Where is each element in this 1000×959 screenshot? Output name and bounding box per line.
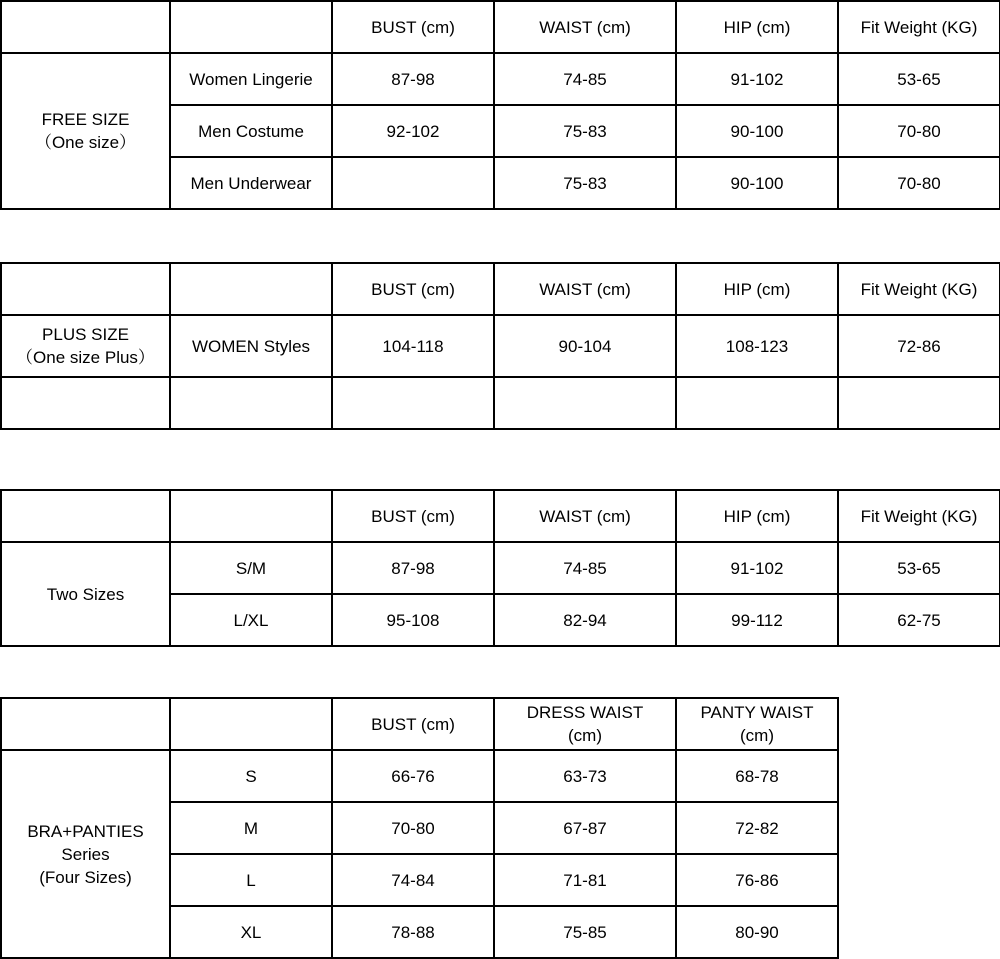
bust-value: 104-118	[332, 315, 494, 377]
header-line: (cm)	[568, 726, 602, 745]
group-label-line: （One size Plus）	[16, 348, 155, 367]
empty-cell	[494, 377, 676, 429]
empty-cell	[170, 698, 332, 750]
bust-value: 66-76	[332, 750, 494, 802]
row-label: XL	[170, 906, 332, 958]
plus-size-table	[0, 262, 1000, 430]
bust-header: BUST (cm)	[332, 698, 494, 750]
hip-value: 91-102	[676, 542, 838, 594]
group-label	[1, 315, 170, 377]
group-label-line: BRA+PANTIES	[27, 821, 144, 841]
empty-cell	[170, 263, 332, 315]
bust-header: BUST (cm)	[332, 263, 494, 315]
row-label: S/M	[170, 542, 332, 594]
empty-cell	[170, 377, 332, 429]
row-label: Women Lingerie	[170, 53, 332, 105]
hip-value: 91-102	[676, 53, 838, 105]
hip-value: 108-123	[676, 315, 838, 377]
two-sizes-table	[0, 489, 1000, 647]
weight-header: Fit Weight (KG)	[838, 263, 1000, 315]
bust-value: 70-80	[332, 802, 494, 854]
weight-header: Fit Weight (KG)	[838, 490, 1000, 542]
bust-header: BUST (cm)	[332, 490, 494, 542]
waist-value: 75-83	[494, 157, 676, 209]
group-label-line: （One size）	[34, 133, 137, 152]
dress-waist-value: 67-87	[494, 802, 676, 854]
dress-waist-header	[494, 698, 676, 750]
hip-value: 90-100	[676, 105, 838, 157]
table-row	[1, 750, 838, 802]
hip-header: HIP (cm)	[676, 490, 838, 542]
hip-header: HIP (cm)	[676, 1, 838, 53]
header-row	[1, 490, 1000, 542]
table-row	[1, 53, 1000, 105]
row-label: M	[170, 802, 332, 854]
empty-cell	[170, 490, 332, 542]
waist-header: WAIST (cm)	[494, 263, 676, 315]
group-label	[1, 750, 170, 958]
dress-waist-value: 75-85	[494, 906, 676, 958]
empty-cell	[1, 377, 170, 429]
waist-value: 82-94	[494, 594, 676, 646]
panty-waist-value: 72-82	[676, 802, 838, 854]
table-row	[1, 315, 1000, 377]
weight-value: 70-80	[838, 157, 1000, 209]
free-size-table	[0, 0, 1000, 210]
empty-cell	[170, 1, 332, 53]
hip-value: 99-112	[676, 594, 838, 646]
group-label-line: FREE SIZE	[41, 110, 130, 129]
row-label: L/XL	[170, 594, 332, 646]
row-label: WOMEN Styles	[170, 315, 332, 377]
row-label: Men Costume	[170, 105, 332, 157]
bust-header: BUST (cm)	[332, 1, 494, 53]
bust-value	[332, 157, 494, 209]
empty-cell	[1, 698, 170, 750]
header-row	[1, 698, 838, 750]
empty-cell	[1, 263, 170, 315]
empty-cell	[838, 377, 1000, 429]
group-label-line: (Four Sizes)	[39, 867, 132, 887]
weight-header: Fit Weight (KG)	[838, 1, 1000, 53]
bust-value: 74-84	[332, 854, 494, 906]
row-label: S	[170, 750, 332, 802]
header-line: DRESS WAIST	[526, 703, 644, 722]
header-line: (cm)	[740, 726, 774, 745]
weight-value: 72-86	[838, 315, 1000, 377]
bust-value: 78-88	[332, 906, 494, 958]
group-label-line: Series	[61, 844, 110, 864]
group-label-line: PLUS SIZE	[42, 325, 129, 344]
empty-cell	[332, 377, 494, 429]
header-row	[1, 263, 1000, 315]
weight-value: 62-75	[838, 594, 1000, 646]
panty-waist-header	[676, 698, 838, 750]
bust-value: 87-98	[332, 53, 494, 105]
panty-waist-value: 68-78	[676, 750, 838, 802]
group-label: Two Sizes	[1, 542, 170, 646]
waist-header: WAIST (cm)	[494, 490, 676, 542]
empty-row	[1, 377, 1000, 429]
panty-waist-value: 76-86	[676, 854, 838, 906]
hip-header: HIP (cm)	[676, 263, 838, 315]
waist-header: WAIST (cm)	[494, 1, 676, 53]
row-label: L	[170, 854, 332, 906]
empty-cell	[1, 490, 170, 542]
weight-value: 70-80	[838, 105, 1000, 157]
bust-value: 92-102	[332, 105, 494, 157]
weight-value: 53-65	[838, 53, 1000, 105]
header-line: PANTY WAIST	[700, 703, 814, 722]
header-row	[1, 1, 1000, 53]
weight-value: 53-65	[838, 542, 1000, 594]
group-label	[1, 53, 170, 209]
waist-value: 75-83	[494, 105, 676, 157]
waist-value: 74-85	[494, 53, 676, 105]
bra-panties-table	[0, 697, 839, 959]
table-row	[1, 542, 1000, 594]
bust-value: 87-98	[332, 542, 494, 594]
panty-waist-value: 80-90	[676, 906, 838, 958]
bust-value: 95-108	[332, 594, 494, 646]
dress-waist-value: 63-73	[494, 750, 676, 802]
hip-value: 90-100	[676, 157, 838, 209]
empty-cell	[1, 1, 170, 53]
empty-cell	[676, 377, 838, 429]
waist-value: 74-85	[494, 542, 676, 594]
waist-value: 90-104	[494, 315, 676, 377]
dress-waist-value: 71-81	[494, 854, 676, 906]
row-label: Men Underwear	[170, 157, 332, 209]
